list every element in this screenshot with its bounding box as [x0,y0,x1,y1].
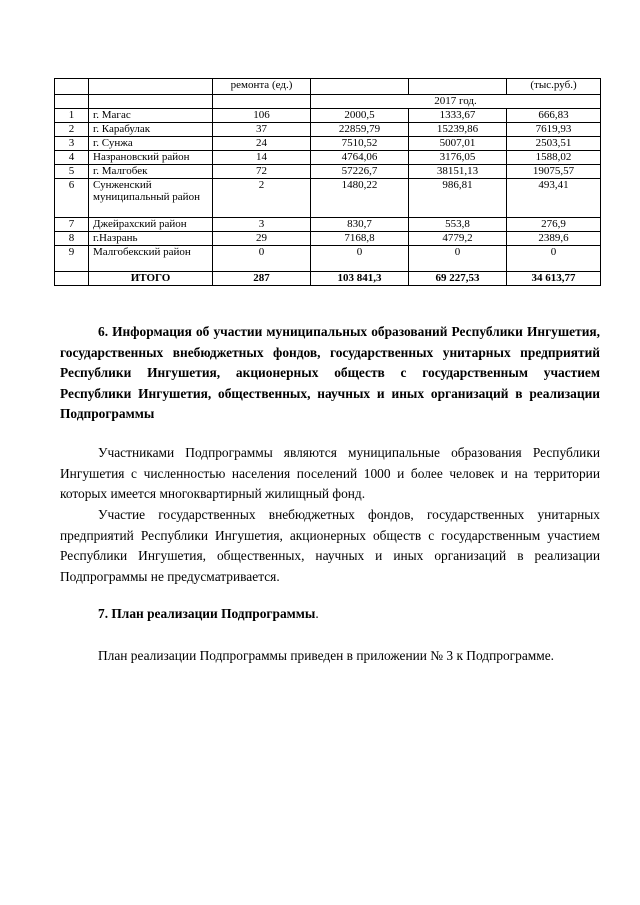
section-7-paragraph [60,646,600,667]
row-name: г. Малгобек [89,165,213,179]
total-label: ИТОГО [89,272,213,286]
paragraph-text: Участие государственных внебюджетных фондов, государственных унитарных предприятий Республики Ингушетия, акционерных обществ с государственным участием Республики Ингушетия, общественных, научных и иных организаций в реализации Подпрограммы не предусматривается. [60,507,600,584]
row-value: 666,83 [507,109,601,123]
row-number: 2 [55,123,89,137]
row-value: 22859,79 [311,123,409,137]
row-value: 830,7 [311,218,409,232]
row-name: Малгобекский район [89,246,213,272]
row-value: 2389,6 [507,232,601,246]
table-total-row [55,272,601,286]
table-row [55,232,601,246]
row-value: 276,9 [507,218,601,232]
row-value: 2503,51 [507,137,601,151]
row-name: Джейрахский район [89,218,213,232]
row-value: 1480,22 [311,179,409,218]
row-value: 57226,7 [311,165,409,179]
header-cell [409,79,507,95]
total-value: 69 227,53 [409,272,507,286]
row-name: г.Назрань [89,232,213,246]
row-name: Сунженский муниципальный район [89,179,213,218]
row-number: 1 [55,109,89,123]
row-number: 5 [55,165,89,179]
row-count: 3 [213,218,311,232]
table-row [55,137,601,151]
section-7-title: 7. План реализации Подпрограммы [98,606,316,621]
header-cell: ремонта (ед.) [213,79,311,95]
row-count: 29 [213,232,311,246]
row-count: 0 [213,246,311,272]
header-cell [89,95,213,109]
budget-table [54,78,601,286]
row-value: 5007,01 [409,137,507,151]
table-header-row [55,95,601,109]
year-header: 2017 год. [311,95,601,109]
row-number: 6 [55,179,89,218]
section-6-paragraph-2 [60,505,600,587]
table-row [55,179,601,218]
header-cell: (тыс.руб.) [507,79,601,95]
row-count: 14 [213,151,311,165]
total-value: 34 613,77 [507,272,601,286]
row-value: 4764,06 [311,151,409,165]
table-row [55,109,601,123]
row-count: 37 [213,123,311,137]
total-count: 287 [213,272,311,286]
header-cell [213,95,311,109]
row-number: 3 [55,137,89,151]
row-number: 7 [55,218,89,232]
table-row [55,165,601,179]
table-row [55,123,601,137]
row-count: 2 [213,179,311,218]
row-count: 24 [213,137,311,151]
paragraph-text: План реализации Подпрограммы приведен в приложении № 3 к Подпрограмме. [98,648,555,663]
row-value: 4779,2 [409,232,507,246]
section-6-heading [60,322,600,425]
header-cell [55,95,89,109]
row-value: 7510,52 [311,137,409,151]
row-number: 8 [55,232,89,246]
row-count: 72 [213,165,311,179]
header-cell [55,79,89,95]
total-cell [55,272,89,286]
row-value: 0 [409,246,507,272]
row-name: г. Сунжа [89,137,213,151]
section-7-title-dot: . [315,606,319,621]
row-number: 4 [55,151,89,165]
row-value: 7619,93 [507,123,601,137]
row-number: 9 [55,246,89,272]
header-cell [311,79,409,95]
row-value: 2000,5 [311,109,409,123]
row-value: 0 [311,246,409,272]
row-value: 986,81 [409,179,507,218]
table-row [55,218,601,232]
row-count: 106 [213,109,311,123]
row-value: 1588,02 [507,151,601,165]
table-row [55,151,601,165]
section-7-heading [60,604,600,625]
paragraph-text: Участниками Подпрограммы являются муниципальные образования Республики Ингушетия с численностью населения поселений 1000 и более человек и на территории которых имеется многоквартирный жилищный фонд. [60,445,600,501]
row-value: 553,8 [409,218,507,232]
row-value: 38151,13 [409,165,507,179]
row-value: 7168,8 [311,232,409,246]
total-value: 103 841,3 [311,272,409,286]
row-name: Назрановский район [89,151,213,165]
row-value: 1333,67 [409,109,507,123]
section-6-title: 6. Информация об участии муниципальных образований Республики Ингушетия, государственных внебюджетных фондов, государственных унитарных предприятий Республики Ингушетия, акционерных обществ с государственным участием Республики Ингушетия, общественных, научных и иных организаций в реализации Подпрограммы [60,324,600,421]
row-name: г. Магас [89,109,213,123]
row-value: 493,41 [507,179,601,218]
table-row [55,246,601,272]
row-name: г. Карабулак [89,123,213,137]
row-value: 19075,57 [507,165,601,179]
table-header-row [55,79,601,95]
row-value: 3176,05 [409,151,507,165]
row-value: 0 [507,246,601,272]
header-cell [89,79,213,95]
section-6-paragraph-1 [60,443,600,505]
row-value: 15239,86 [409,123,507,137]
